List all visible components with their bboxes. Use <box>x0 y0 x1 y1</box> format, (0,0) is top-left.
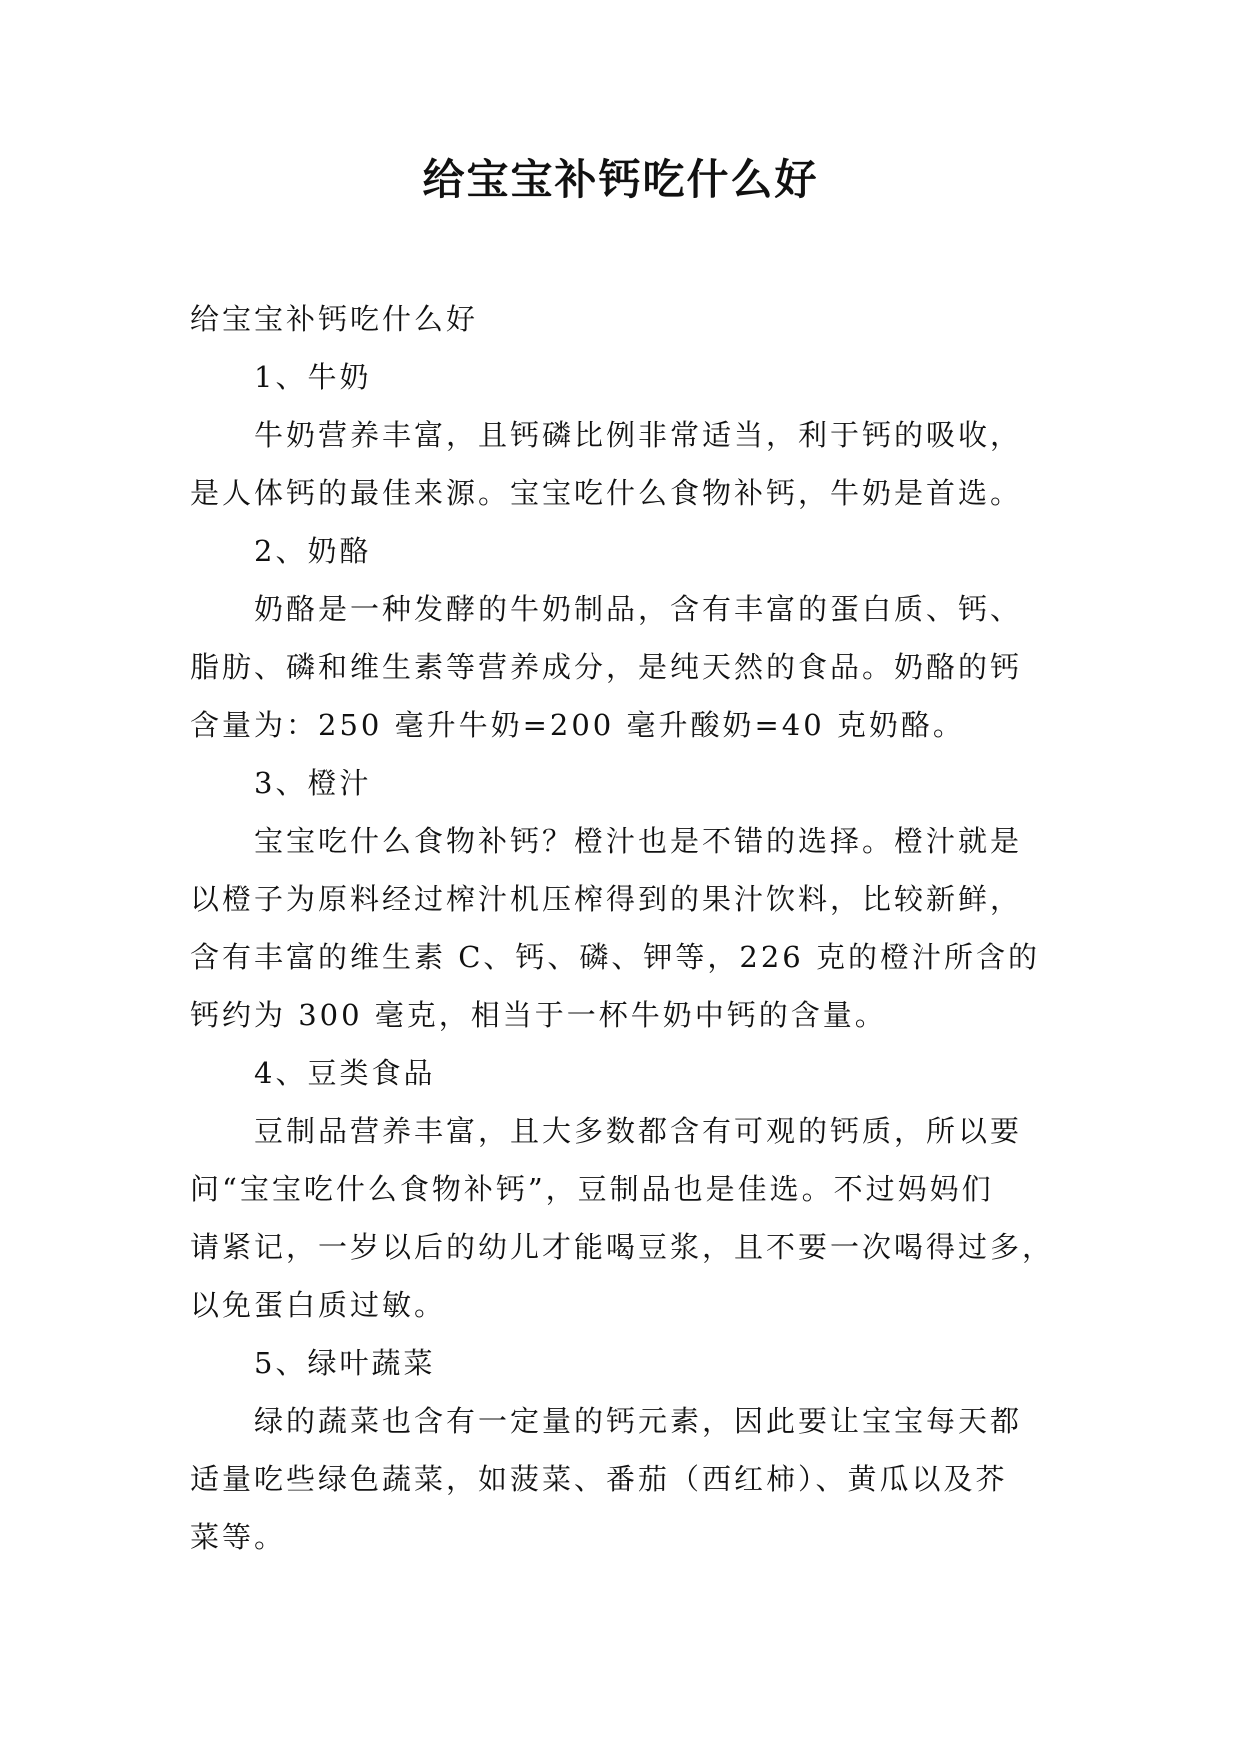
document-body <box>190 290 1070 1566</box>
text-line: 3、橙汁 <box>254 766 372 800</box>
text-line: 含量为：250 毫升牛奶=200 毫升酸奶=40 克奶酪。 <box>190 708 965 742</box>
text-line: 1、牛奶 <box>254 360 372 394</box>
document-title: 给宝宝补钙吃什么好 <box>422 155 819 204</box>
text-line: 5、绿叶蔬菜 <box>254 1346 436 1380</box>
text-line: 问“宝宝吃什么食物补钙”，豆制品也是佳选。不过妈妈们 <box>190 1172 994 1206</box>
text-line: 适量吃些绿色蔬菜，如菠菜、番茄（西红柿）、黄瓜以及芥 <box>190 1462 1008 1496</box>
text-line: 含有丰富的维生素 C、钙、磷、钾等，226 克的橙汁所含的 <box>190 940 1040 974</box>
text-line: 菜等。 <box>190 1520 287 1554</box>
text-line: 豆制品营养丰富，且大多数都含有可观的钙质，所以要 <box>254 1114 1023 1148</box>
text-line: 牛奶营养丰富，且钙磷比例非常适当，利于钙的吸收， <box>254 418 1023 452</box>
text-line: 钙约为 300 毫克，相当于一杯牛奶中钙的含量。 <box>190 998 887 1032</box>
text-line: 以免蛋白质过敏。 <box>190 1288 447 1322</box>
text-line: 是人体钙的最佳来源。宝宝吃什么食物补钙，牛奶是首选。 <box>190 476 1023 510</box>
text-line: 奶酪是一种发酵的牛奶制品，含有丰富的蛋白质、钙、 <box>254 592 1023 626</box>
text-line: 2、奶酪 <box>254 534 372 568</box>
text-line: 请紧记，一岁以后的幼儿才能喝豆浆，且不要一次喝得过多， <box>190 1230 1055 1264</box>
text-line: 以橙子为原料经过榨汁机压榨得到的果汁饮料，比较新鲜， <box>190 882 1023 916</box>
text-line: 绿的蔬菜也含有一定量的钙元素，因此要让宝宝每天都 <box>254 1404 1023 1438</box>
text-line: 脂肪、磷和维生素等营养成分，是纯天然的食品。奶酪的钙 <box>190 650 1023 684</box>
text-line: 宝宝吃什么食物补钙？橙汁也是不错的选择。橙汁就是 <box>254 824 1023 858</box>
text-line: 4、豆类食品 <box>254 1056 436 1090</box>
text-line: 给宝宝补钙吃什么好 <box>190 302 479 336</box>
